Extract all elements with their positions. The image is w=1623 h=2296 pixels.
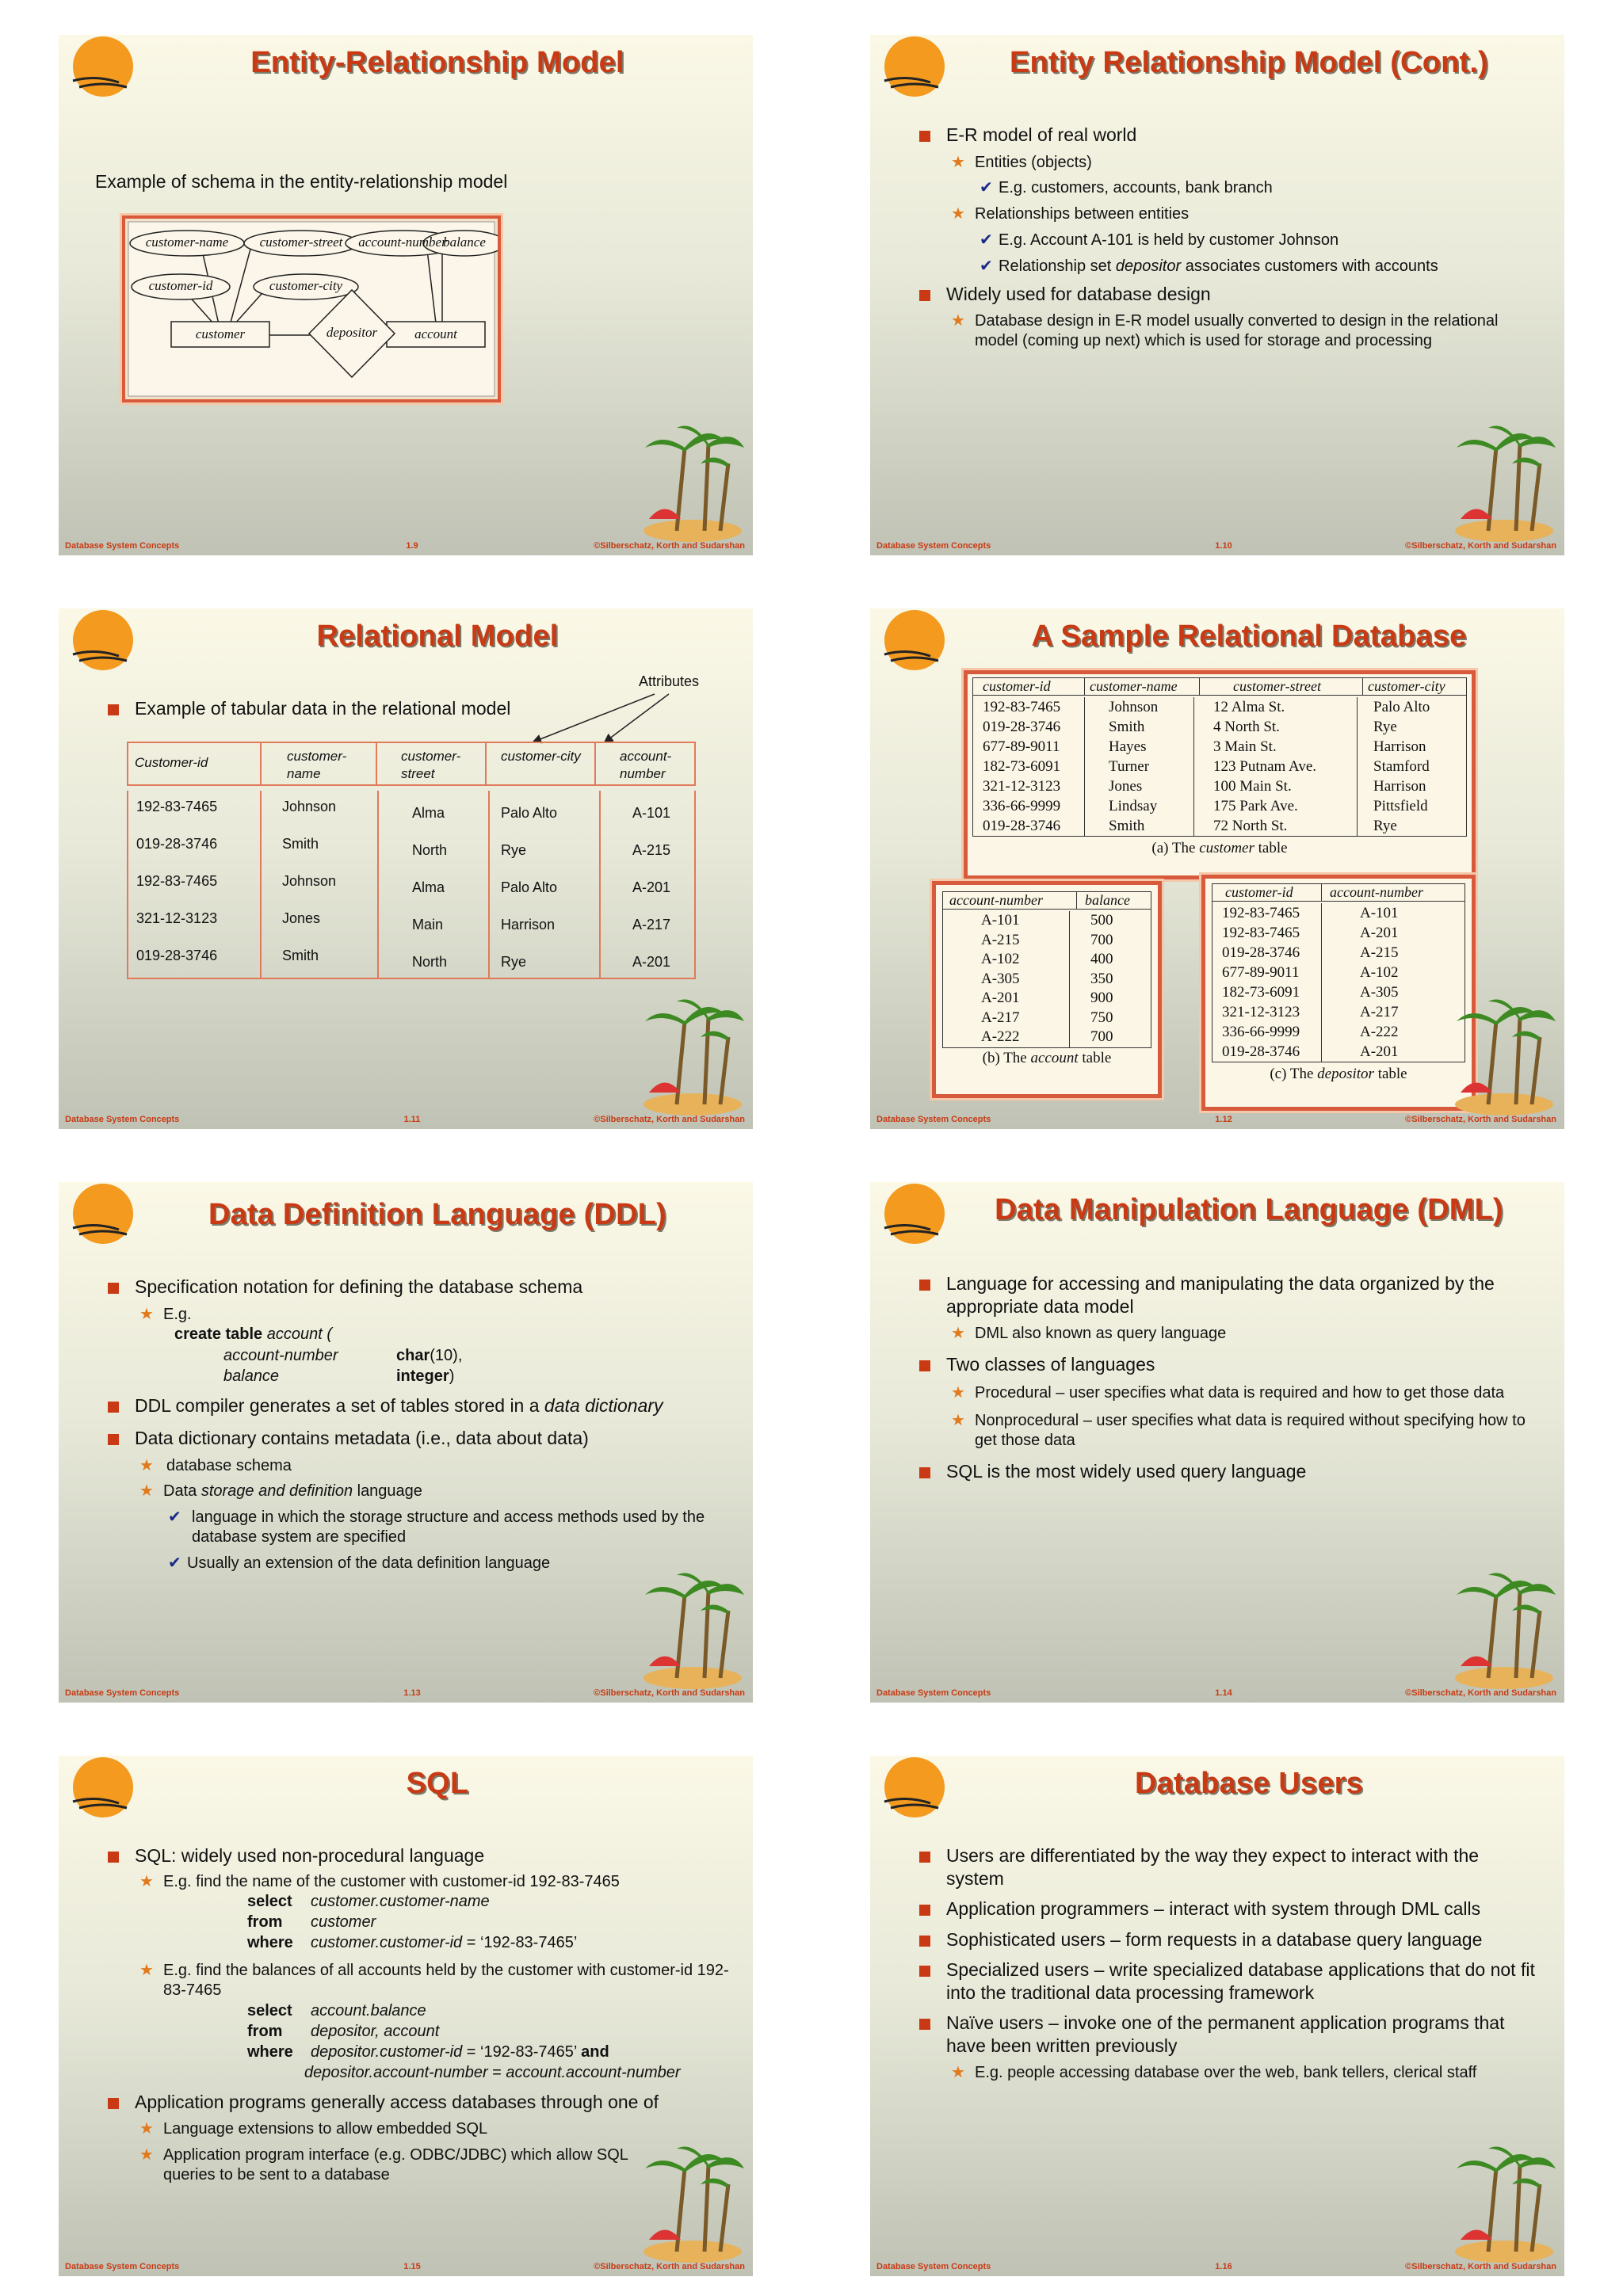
er-label: balance (443, 235, 486, 250)
slide-title: Database Users (1135, 1767, 1363, 1800)
palm-island-icon (629, 990, 748, 1116)
sub-bullet: ★ Relationships between entities (951, 204, 1541, 224)
table-column: A-101 A-201 A-215 A-102 A-305 A-217 A-222 A-201 (1360, 905, 1399, 1060)
slide-ddl (59, 1182, 753, 1703)
footer-course: Database System Concepts (876, 541, 991, 551)
palm-island-icon (1441, 416, 1560, 543)
table-column: A-101 A-215 A-201 A-217 A-201 (632, 805, 671, 970)
sun-logo-icon (71, 1756, 135, 1819)
bullet: Example of tabular data in the relational model (108, 697, 510, 720)
slide-er-model (59, 35, 753, 555)
sub-bullet: ★ Procedural – user specifies what data is required and how to get those data (951, 1383, 1541, 1403)
sub-bullet: ★ Language extensions to allow embedded SQL (139, 2119, 729, 2139)
slide-title: A Sample Relational Database (1031, 620, 1467, 653)
table-column: Palo Alto Rye Palo Alto Harrison Rye (490, 791, 601, 978)
footer-copyright: ©Silberschatz, Korth and Sudarshan (594, 1115, 745, 1124)
footer-page: 1.14 (1215, 1688, 1232, 1698)
sql-query-1: select customer.customer-name from customer where customer.customer-id = ‘192-83-7465’ (247, 1893, 578, 1952)
table-caption: (a) The customer table (1151, 840, 1288, 856)
ddl-code: create table account ( account-number char(10), balance integer) (174, 1325, 463, 1386)
footer-copyright: ©Silberschatz, Korth and Sudarshan (594, 2262, 745, 2271)
bullet: SQL: widely used non-procedural language (108, 1844, 729, 1867)
bullet: Users are differentiated by the way they expect to interact with the system (919, 1844, 1541, 1890)
footer-course: Database System Concepts (65, 1115, 180, 1124)
sub-sub-bullet: ✔ E.g. Account A-101 is held by customer Johnson (980, 231, 1541, 250)
bullet: Application programmers – interact with system through DML calls (919, 1897, 1541, 1920)
palm-island-icon (1441, 2137, 1560, 2264)
footer-page: 1.9 (406, 541, 418, 551)
table-body (972, 696, 1467, 837)
footer-copyright: ©Silberschatz, Korth and Sudarshan (1405, 1115, 1556, 1124)
er-label: depositor (326, 325, 378, 340)
footer-copyright: ©Silberschatz, Korth and Sudarshan (1405, 1688, 1556, 1698)
sub-bullet: ★ E.g. people accessing database over the web, bank tellers, clerical staff (951, 2063, 1541, 2083)
slide-footer (876, 541, 1556, 552)
customer-table (964, 670, 1476, 879)
slide-body (919, 1272, 1541, 1493)
footer-page: 1.12 (1215, 1115, 1232, 1124)
table-header-cell: customer-name (262, 743, 377, 784)
sub-bullet: ★ DML also known as query language (951, 1324, 1541, 1344)
er-label: customer-street (259, 235, 343, 250)
bullet: Specialized users – write specialized database applications that do not fit into the traditional data processing framework (919, 1958, 1541, 2004)
sub-sub-bullet: ✔ E.g. customers, accounts, bank branch (980, 178, 1541, 198)
table-header-cell: customer-city (487, 743, 596, 784)
footer-page: 1.11 (403, 1115, 421, 1124)
footer-course: Database System Concepts (65, 541, 180, 551)
er-label: customer-id (148, 278, 213, 293)
bullet: Application programs generally access databases through one of (108, 2091, 729, 2114)
sub-bullet: ★ Data storage and definition language (139, 1482, 729, 1501)
sub-sub-bullet: ✔ Relationship set depositor associates customers with accounts (980, 257, 1541, 277)
footer-page: 1.10 (1215, 541, 1232, 551)
table-header-cell: account-number (620, 749, 672, 781)
bullet: E-R model of real world (919, 124, 1541, 147)
table-body (1212, 902, 1465, 1062)
bullet: Language for accessing and manipulating the data organized by the appropriate data model (919, 1272, 1541, 1318)
footer-page: 1.13 (403, 1688, 421, 1698)
slide-caption: Example of schema in the entity-relationship model (95, 171, 508, 192)
er-label: customer-name (145, 235, 229, 250)
table-column: 500 700 400 350 900 750 700 (1090, 912, 1113, 1045)
sun-logo-icon (71, 608, 135, 672)
sun-logo-icon (883, 35, 946, 98)
slide-footer (65, 1115, 745, 1126)
sub-bullet: ★ Nonprocedural – user specifies what data is required without specifying how to get those data (951, 1411, 1541, 1451)
table-header-row: customer-id customer-name customer-street customer-city (972, 677, 1467, 696)
er-label: account (414, 326, 457, 341)
er-label: customer-city (269, 278, 343, 293)
bullet: Data dictionary contains metadata (i.e., data about data) (108, 1427, 729, 1450)
attributes-label: Attributes (639, 673, 700, 689)
slide-database-users (870, 1756, 1564, 2276)
slide-er-model-cont (870, 35, 1564, 555)
footer-course: Database System Concepts (65, 2262, 180, 2271)
slide-title: Data Manipulation Language (DML) (995, 1193, 1503, 1226)
bullet: SQL is the most widely used query language (919, 1460, 1541, 1483)
slide-body (919, 124, 1541, 357)
account-table (932, 881, 1162, 1098)
footer-page: 1.15 (403, 2262, 421, 2271)
slide-footer (876, 1688, 1556, 1699)
slide-body (919, 1844, 1541, 2089)
slide-dml (870, 1182, 1564, 1703)
footer-course: Database System Concepts (876, 1115, 991, 1124)
table-header-row: account-number balance (942, 891, 1151, 910)
slide-title: Entity-Relationship Model (250, 46, 624, 79)
bullet: Specification notation for defining the database schema (108, 1276, 729, 1299)
table-column: 192-83-7465 019-28-3746 677-89-9011 182-73-6091 321-12-3123 336-66-9999 019-28-3746 (973, 697, 1085, 836)
palm-island-icon (1441, 1563, 1560, 1690)
table-caption: (c) The depositor table (1270, 1066, 1407, 1082)
bullet: Two classes of languages (919, 1353, 1541, 1376)
sub-bullet: ★ E.g. (139, 1305, 729, 1325)
table-column: A-101 A-215 A-102 A-305 A-201 A-217 A-222 (943, 911, 1070, 1047)
sun-logo-icon (883, 608, 946, 672)
slide-footer (876, 1115, 1556, 1126)
table-column: 192-83-7465 192-83-7465 019-28-3746 677-89-9011 182-73-6091 321-12-3123 336-66-9999 019-28-3746 (1212, 903, 1322, 1062)
table-column: Alma North Alma Main North (379, 791, 490, 978)
er-diagram-frame (122, 215, 501, 402)
footer-course: Database System Concepts (876, 2262, 991, 2271)
footer-page: 1.16 (1215, 2262, 1232, 2271)
slide-footer (65, 2262, 745, 2273)
slide-title: Data Definition Language (DDL) (208, 1198, 667, 1231)
table-header-cell: customer-street (377, 743, 487, 784)
table-body (942, 910, 1151, 1048)
slide-relational-model (59, 608, 753, 1129)
sub-bullet: ★ Database design in E-R model usually converted to design in the relational model (coming up next) which is used for storage and processing (951, 311, 1541, 351)
bullet: Sophisticated users – form requests in a database query language (919, 1928, 1541, 1951)
table-body (127, 791, 696, 979)
sub-bullet: ★ E.g. find the balances of all accounts held by the customer with customer-id 192-83-7465 (139, 1961, 729, 2000)
sub-sub-bullet: ✔ Usually an extension of the data definition language (168, 1554, 729, 1573)
slide-footer (65, 1688, 745, 1699)
sub-bullet: ★ Application program interface (e.g. ODBC/JDBC) which allow SQL queries to be sent to a database (139, 2145, 639, 2185)
footer-course: Database System Concepts (876, 1688, 991, 1698)
bullet: DDL compiler generates a set of tables stored in a data dictionary (108, 1394, 729, 1417)
bullet: Widely used for database design (919, 283, 1541, 306)
footer-copyright: ©Silberschatz, Korth and Sudarshan (1405, 2262, 1556, 2271)
slide-title: SQL (406, 1767, 469, 1800)
relational-table (127, 742, 696, 979)
footer-course: Database System Concepts (65, 1688, 180, 1698)
sun-logo-icon (883, 1182, 946, 1245)
slide-title: Entity Relationship Model (Cont.) (1009, 46, 1488, 79)
slide-sample-relational-db (870, 608, 1564, 1129)
table-column: Palo Alto Rye Harrison Stamford Harrison Pittsfield Rye (1373, 699, 1430, 834)
table-header-cell: Customer-id (128, 743, 262, 784)
palm-island-icon (629, 416, 748, 543)
footer-copyright: ©Silberschatz, Korth and Sudarshan (1405, 541, 1556, 551)
er-label: customer (195, 326, 246, 341)
table-column: 12 Alma St. 4 North St. 3 Main St. 123 Putnam Ave. 100 Main St. 175 Park Ave. 72 North St. (1194, 697, 1358, 836)
footer-copyright: ©Silberschatz, Korth and Sudarshan (594, 1688, 745, 1698)
footer-copyright: ©Silberschatz, Korth and Sudarshan (594, 541, 745, 551)
sql-query-2: select account.balance from depositor, account where depositor.customer-id = ‘192-83-7465’ and depositor.account-number = account.account-number (247, 2001, 681, 2081)
palm-island-icon (629, 1563, 748, 1690)
table-header-row: customer-id account-number (1212, 883, 1465, 902)
sub-bullet: ★ E.g. find the name of the customer with customer-id 192-83-7465 (139, 1872, 729, 1892)
slide-sql (59, 1756, 753, 2276)
sub-sub-bullet: ✔ language in which the storage structure and access methods used by the database system are specified (168, 1508, 729, 1547)
palm-island-icon (1441, 990, 1560, 1116)
bullet: Naïve users – invoke one of the permanent application programs that have been written previously (919, 2012, 1541, 2057)
table-column: Johnson Smith Hayes Turner Jones Lindsay Smith (1085, 697, 1194, 836)
slide-footer (876, 2262, 1556, 2273)
sun-logo-icon (71, 1182, 135, 1245)
depositor-table (1201, 875, 1476, 1111)
sun-logo-icon (71, 35, 135, 98)
sun-logo-icon (883, 1756, 946, 1819)
er-label: account-number (358, 235, 447, 250)
slide-body (108, 697, 510, 731)
table-column: Johnson Smith Johnson Jones Smith (262, 791, 379, 978)
slide-body (108, 1276, 729, 1580)
table-caption: (b) The account table (982, 1049, 1112, 1066)
table-header-row (127, 742, 696, 786)
sub-bullet: ★ database schema (139, 1456, 729, 1476)
sub-bullet: ★ Entities (objects) (951, 153, 1541, 173)
slide-footer (65, 541, 745, 552)
palm-island-icon (629, 2137, 748, 2264)
slide-title: Relational Model (316, 620, 559, 653)
table-column: 192-83-7465 019-28-3746 192-83-7465 321-12-3123 019-28-3746 (128, 791, 262, 978)
